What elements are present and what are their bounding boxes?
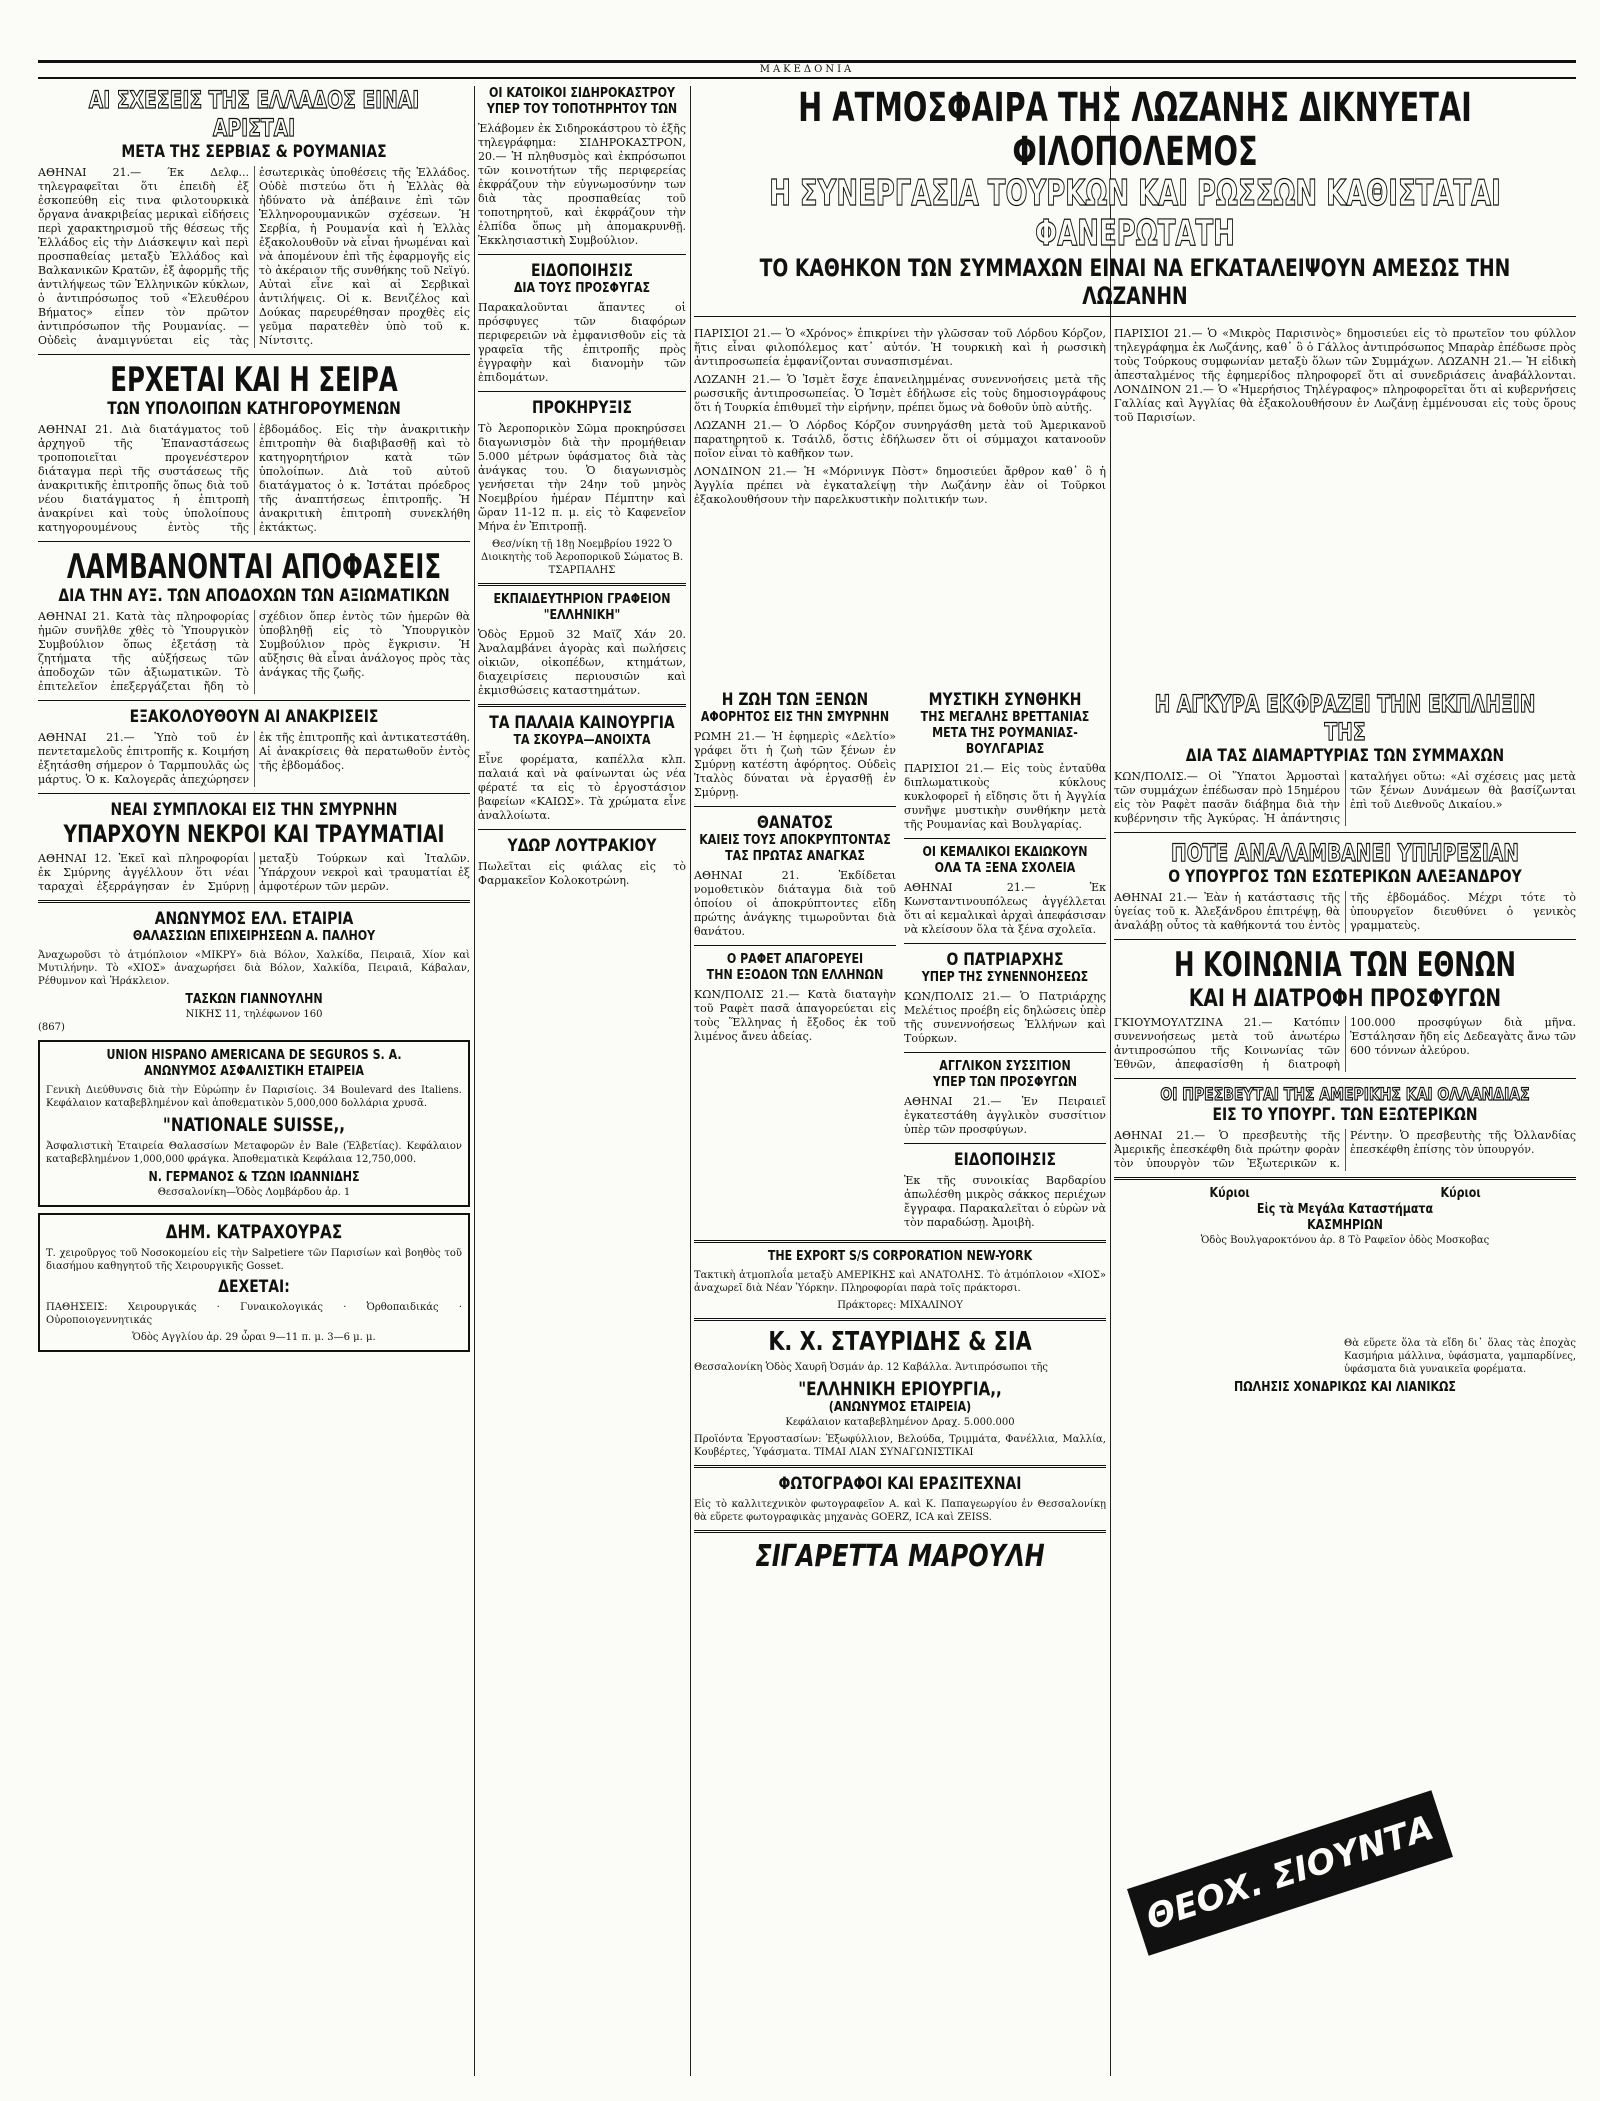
- headline: ΟΙ ΚΕΜΑΛΙΚΟΙ ΕΚΔΙΩΚΟΥΝ: [922, 845, 1088, 860]
- headline: ΟΙ ΠΡΕΣΒΕΥΤΑΙ ΤΗΣ ΑΜΕΡΙΚΗΣ ΚΑΙ ΟΛΛΑΝΔΙΑΣ: [1160, 1085, 1530, 1105]
- subheadline: ΥΠΕΡ ΤΗΣ ΣΥΝΕΝΝΟΗΣΕΩΣ: [921, 970, 1089, 985]
- column-3-lower: [694, 690, 1106, 1574]
- subheadline: ΤΑ ΣΚΟΥΡΑ—ΑΝΟΙΧΤΑ: [513, 733, 651, 748]
- ad-footer: ΠΩΛΗΣΙΣ ΧΟΝΔΡΙΚΩΣ ΚΑΙ ΛΙΑΝΙΚΩΣ: [1234, 1380, 1456, 1395]
- headline: Η ΖΩΗ ΤΩΝ ΞΕΝΩΝ: [721, 690, 869, 710]
- ad-subtitle: ΑΝΩΝΥΜΟΣ ΑΣΦΑΛΙΣΤΙΚΗ ΕΤΑΙΡΕΙΑ: [144, 1064, 364, 1079]
- subheadline: ΚΑΙ Η ΔΙΑΤΡΟΦΗ ΠΡΟΣΦΥΓΩΝ: [1188, 984, 1502, 1012]
- ad-text: Τ. χειροῦργος τοῦ Νοσοκομείου εἰς τὴν Salpetiere τῶν Παρισίων καὶ βοηθὸς τοῦ διασήμου καθηγητοῦ τῆς Χειρουργικῆς Gosset.: [46, 1248, 462, 1272]
- article-body: Παρακαλοῦνται ἅπαντες οἱ πρόσφυγες τῶν διαφόρων περιφερειῶν νὰ ἐμφανισθοῦν εἰς τὰ γραφεῖα τῆς ἐπιτροπῆς πρὸς ἐγγραφὴν καὶ διανομὴν τῶν ἐπιδομάτων.: [478, 301, 686, 384]
- headline: ΕΡΧΕΤΑΙ ΚΑΙ Η ΣΕΙΡΑ: [110, 360, 398, 400]
- ad-title: Εἰς τὰ Μεγάλα Καταστήματα: [1256, 1202, 1434, 1217]
- headline: Ο ΡΑΦΕΤ ΑΠΑΓΟΡΕΥΕΙ: [726, 952, 864, 967]
- subheadline: ΔΙΑ ΤΗΝ ΑΥΞ. ΤΩΝ ΑΠΟΔΟΧΩΝ ΤΩΝ ΑΞΙΩΜΑΤΙΚΩΝ: [58, 586, 450, 606]
- subheadline: ΤΩΝ ΥΠΟΛΟΙΠΩΝ ΚΑΤΗΓΟΡΟΥΜΕΝΩΝ: [107, 399, 401, 419]
- article-body: ΑΘΗΝΑΙ 21.— Ὁ πρεσβευτὴς τῆς Ἀμερικῆς ἐπεσκέφθη διὰ πρώτην φορὰν τὸν ὑπουργὸν τῶν Ἐξωτερικῶν κ. Ρέντην. Ὁ πρεσβευτὴς τῆς Ὀλλανδίας ἐπεσκέφθη ἐπίσης τὸν ὑπουργόν.: [1114, 1129, 1576, 1170]
- headline: ΑΙ ΣΧΕΣΕΙΣ ΤΗΣ ΕΛΛΑΔΟΣ ΕΙΝΑΙ ΑΡΙΣΤΑΙ: [88, 86, 420, 142]
- headline: ΤΑ ΠΑΛΑΙΑ ΚΑΙΝΟΥΡΓΙΑ: [489, 713, 675, 733]
- ad-text: Εἰς τὸ καλλιτεχνικὸν φωτογραφεῖον Α. καὶ Κ. Παπαγεωργίου ἐν Θεσσαλονίκῃ θὰ εὕρετε φωτογραφικὰς μηχανὰς GOERZ, ICA καὶ ZEISS.: [694, 1499, 1106, 1523]
- headline: ΟΙ ΚΑΤΟΙΚΟΙ ΣΙΔΗΡΟΚΑΣΤΡΟΥ ΥΠΕΡ ΤΟΥ ΤΟΠΟΤΗΡΗΤΟΥ ΤΩΝ: [486, 86, 678, 117]
- ad-stamp-banner: ΘΕΟΧ. ΣΙΟΥΝΤΑ ΥΙΩΝ: [1127, 1790, 1453, 1955]
- subheadline: ΔΙΑ ΤΑΣ ΔΙΑΜΑΡΤΥΡΙΑΣ ΤΩΝ ΣΥΜΜΑΧΩΝ: [1185, 746, 1505, 766]
- article-body: ΑΘΗΝΑΙ 21.— Ἐὰν ἡ κατάστασις τῆς ὑγείας τοῦ κ. Ἀλεξάνδρου ἐπιτρέψῃ, θὰ ἀναλάβῃ οὗτος τὰ καθήκοντά του ἐντὸς τῆς ἑβδομάδος. Μέχρι τότε τὸ ὑπουργεῖον διευθύνει ὁ γενικὸς γραμματεὺς.: [1114, 891, 1576, 932]
- subheadline: ΑΦΟΡΗΤΟΣ ΕΙΣ ΤΗΝ ΣΜΥΡΝΗΝ: [700, 710, 890, 725]
- headline: Η ΚΟΙΝΩΝΙΑ ΤΩΝ ΕΘΝΩΝ: [1173, 945, 1517, 985]
- ad-text: Ἀσφαλιστικὴ Ἑταιρεία Θαλασσίων Μεταφορῶν ἐν Bale (Ἑλβετίας). Κεφάλαιον καταβεβλημένον 1,000,000 φράγκα. Ἀποθεματικὰ Κεφάλαια 12,750,000.: [46, 1141, 462, 1165]
- ad-cashmere: [1114, 1186, 1576, 1486]
- ad-title: ΣΙΓΑΡΕΤΤΑ ΜΑΡΟΥΛΗ: [755, 1539, 1045, 1574]
- article-body: Ἐκ τῆς συνοικίας Βαρδαρίου ἀπωλέσθη μικρὸς σάκκος περιέχων ἔγγραφα. Παρακαλεῖται ὁ εὑρὼν νὰ τὸν παραδώσῃ. Ἀμοιβὴ.: [904, 1174, 1106, 1229]
- ad-store-name: ΚΑΣΜΗΡΙΩΝ: [1307, 1218, 1383, 1233]
- ad-title: UNION HISPANO AMERICANA DE SEGUROS S. A.: [106, 1048, 402, 1063]
- ad-address: Ὁδὸς Βουλγαροκτόνου ἀρ. 8 Τὸ Ραφεῖον ὁδὸς Μοσκοβας: [1200, 1235, 1490, 1246]
- article-body: ΑΘΗΝΑΙ 12. Ἐκεῖ καὶ πληροφορίαι ἐκ Σμύρνης ἀγγέλλουν ὅτι νέαι ταραχαὶ ἐξερράγησαν ἐν Σμύρνῃ μεταξὺ Τούρκων καὶ Ἰταλῶν. Ὑπάρχουν νεκροὶ καὶ τραυματίαι ἐξ ἀμφοτέρων τῶν μερῶν.: [38, 852, 470, 893]
- article-body: Τὸ Ἀεροπορικὸν Σῶμα προκηρύσσει διαγωνισμὸν διὰ τὴν προμήθειαν 5.000 μέτρων ὑφάσματος διὰ τὰς ἀνάγκας του. Ὁ διαγωνισμὸς γενήσεται τὴν 24ην τοῦ μηνὸς Νοεμβρίου ἡμέραν Πέμπτην καὶ ὥραν 11-12 π. μ. εἰς τὸ Καφενεῖον Μήνα ἐν Ἐπιτροπῇ.: [478, 422, 686, 533]
- subheadline: ΥΠΕΡ ΤΩΝ ΠΡΟΣΦΥΓΩΝ: [932, 1075, 1078, 1090]
- subheadline: ΟΛΑ ΤΑ ΞΕΝΑ ΣΧΟΛΕΙΑ: [934, 861, 1076, 876]
- ad-text: Γενικὴ Διεύθυνσις διὰ τὴν Εὐρώπην ἐν Παρισίοις. 34 Boulevard des Italiens. Κεφάλαιον καταβεβλημένον καὶ ἀποθεματικὸν 5,000,000 δολλάρια χρυσᾶ.: [46, 1085, 462, 1109]
- article-body: ΛΩΖΑΝΗ 21.— Ὁ Λόρδος Κόρζον συνηργάσθη μετὰ τοῦ Ἀμερικανοῦ παρατηρητοῦ κ. Τσάιλδ, ὅστις ἐδήλωσεν ὅτι οἱ σύμμαχοι κατανοοῦν ποῖον εἶναι τὸ καθῆκον των.: [694, 419, 1106, 460]
- article-body: ΛΟΝΔΙΝΟΝ 21.— Ἡ «Μόρνινγκ Πὸστ» δημοσιεύει ἄρθρον καθ᾽ ὃ ἡ Ἀγγλία πρέπει νὰ ἐγκαταλείψῃ τὴν Λωζάνην ἐὰν οἱ Τοῦρκοι ἐξακολουθήσουν τὴν παρελκυστικὴν πολιτικήν των.: [694, 465, 1106, 506]
- ad-address: Ὁδὸς Αγγλίου ἀρ. 29 ὧραι 9—11 π. μ. 3—6 μ. μ.: [132, 1332, 376, 1343]
- headline: ΜΥΣΤΙΚΗ ΣΥΝΘΗΚΗ: [928, 690, 1082, 710]
- ad-text: Προϊόντα Ἐργοστασίων: Ἐξωφύλλιον, Βελούδα, Τριμμάτα, Φανέλλια, Μαλλία, Κουβέρτες, Ὑφάσματα. ΤΙΜΑΙ ΛΙΑΝ ΣΥΝΑΓΩΝΙΣΤΙΚΑΙ: [694, 1434, 1106, 1458]
- subheadline: Ο ΥΠΟΥΡΓΟΣ ΤΩΝ ΕΣΩΤΕΡΙΚΩΝ ΑΛΕΞΑΝΔΡΟΥ: [1168, 867, 1522, 887]
- ad-number: (867): [38, 1022, 65, 1033]
- ad-text: Ἀναχωροῦσι τὸ ἀτμόπλοιον «ΜΙΚΡΥ» διὰ Βόλον, Χαλκίδα, Πειραιᾶ, Χίον καὶ Μυτιλήνην. Τὸ «ΧΙΟΣ» ἀναχωρήσει διὰ Βόλον, Χαλκίδα, Πειραιᾶ, Κάβαλαν, Ρέθυμνον καὶ Ἡράκλειον.: [38, 950, 470, 987]
- article-body: ΑΘΗΝΑΙ 21.— Ὑπὸ τοῦ ἐν πεντεταμελοῦς ἐπιτροπῆς κ. Κοιμήση ἐξητάσθη σήμερον ὁ Ταρμπουλᾶς ὡς μάρτυς. Ὁ κ. Καλογερᾶς ἀπεχώρησεν ἐκ τῆς ἐπιτροπῆς καὶ ἀντικατεστάθη. Αἱ ἀνακρίσεις θὰ περατωθοῦν ἐντὸς τῆς ἑβδομάδος.: [38, 731, 470, 786]
- ad-text: Θεσσαλονίκη Ὁδὸς Χαυρῆ Ὀσμάν ἀρ. 12 Καβάλλα. Ἀντιπρόσωποι τῆς: [694, 1362, 1048, 1373]
- article-body: ΠΑΡΙΣΙΟΙ 21.— Ὁ «Μικρὸς Παρισινὸς» δημοσιεύει εἰς τὸ πρωτεῖον του φύλλον τηλεγράφημα ἐκ Λωζάνης, καθ᾽ ὃ ὁ Γάλλος ἀντιπρόσωπος Μπαρὰρ ἐπέδωσε πρὸς τοὺς Τούρκους συμφωνίαν μεταξὺ ὅλων τῶν Συμμάχων. ΛΩΖΑΝΗ 21.— Ἡ εἰδικὴ ἀπεσταλμένος τῆς ἐφημερίδος πληροφορεῖ ὅτι αἱ συνεδριάσεις ἀναβάλλονται. ΛΟΝΔΙΝΟΝ 21.— Ὁ «Ἡμερήσιος Τηλέγραφος» πληροφορεῖται ὅτι αἱ κυβερνήσεις Γαλλίας καὶ Ἀγγλίας θὰ ἐξακολουθήσουν ἐν Λωζάνῃ ἐμμένουσαι εἰς τοὺς ὅρους τοῦ Παρισίων.: [1114, 327, 1576, 424]
- signature: Θεσ/νίκη τῇ 18ῃ Νοεμβρίου 1922 Ὁ Διοικητὴς τοῦ Ἀεροπορικοῦ Σώματος Β. ΤΣΑΡΠΑΛΗΣ: [481, 539, 683, 576]
- article-body: ΛΩΖΑΝΗ 21.— Ὁ Ἰσμὲτ ἔσχε ἐπανειλημμένας συνεννοήσεις μετὰ τῆς ρωσσικῆς ἀντιπροσωπείας. Ὁ Ἰσμὲτ ἐδήλωσε εἰς τοὺς δημοσιογράφους ὅτι ἡ Τουρκία ἐπιθυμεῖ τὴν εἰρήνην, πρέπει ὅμως νὰ δοθοῦν ὑπὸ αὐτῆς.: [694, 373, 1106, 414]
- subheadline: ΥΠΑΡΧΟΥΝ ΝΕΚΡΟΙ ΚΑΙ ΤΡΑΥΜΑΤΙΑΙ: [63, 820, 445, 848]
- article-body: ΑΘΗΝΑΙ 21. Ἐκδίδεται νομοθετικὸν διάταγμα διὰ τοῦ ὁποίου οἱ ἀποκρύπτοντες εἴδη πρώτης ἀνάγκης τιμωροῦνται διὰ θανάτου.: [694, 869, 896, 938]
- article-body: ΑΘΗΝΑΙ 21. Κατὰ τὰς πληροφορίας ἡμῶν συνῆλθε χθὲς τὸ Ὑπουργικὸν Συμβούλιον ὅπως ἐξετάσῃ τὰ ζητήματα τῆς αὐξήσεως τῶν ἀποδοχῶν τῶν ἀξιωματικῶν. Τὸ ἐπιτελεῖον ἐπεξεργάζεται ἤδη τὸ σχέδιον ὅπερ ἐντὸς τῶν ἡμερῶν θὰ ὑποβληθῇ εἰς τὸ Ὑπουργικὸν Συμβούλιον πρὸς ἔγκρισιν. Ἡ αὔξησις θὰ εἶναι ἀνάλογος πρὸς τὰς ἀνάγκας τῆς ζωῆς.: [38, 610, 470, 693]
- headline: ΠΡΟΚΗΡΥΞΙΣ: [531, 398, 633, 418]
- headline: ΛΑΜΒΑΝΟΝΤΑΙ ΑΠΟΦΑΣΕΙΣ: [66, 547, 442, 587]
- ad-agent: Πράκτορες: ΜΙΧΑΛΙΝΟΥ: [837, 1300, 963, 1311]
- ad-salutation: Κύριοι: [1440, 1186, 1481, 1201]
- subheadline: ΤΗΣ ΜΕΓΑΛΗΣ ΒΡΕΤΤΑΝΙΑΣ ΜΕΤΑ ΤΗΣ ΡΟΥΜΑΝΙΑΣ-ΒΟΥΛΓΑΡΙΑΣ: [920, 710, 1090, 757]
- ad-title: ΥΔΩΡ ΛΟΥΤΡΑΚΙΟΥ: [507, 836, 657, 856]
- headline: Η ΑΓΚΥΡΑ ΕΚΦΡΑΖΕΙ ΤΗΝ ΕΚΠΛΗΞΙΝ ΤΗΣ: [1154, 690, 1536, 746]
- headline: ΝΕΑΙ ΣΥΜΠΛΟΚΑΙ ΕΙΣ ΤΗΝ ΣΜΥΡΝΗΝ: [110, 800, 398, 820]
- ad-agents: Ν. ΓΕΡΜΑΝΟΣ & ΤΖΩΝ ΙΩΑΝΝΙΔΗΣ: [148, 1170, 360, 1185]
- article-body: Ἐλάβομεν ἐκ Σιδηροκάστρου τὸ ἑξῆς τηλεγράφημα: ΣΙΔΗΡΟΚΑΣΤΡΟΝ, 20.— Ἡ πληθυσμὸς καὶ ἐκπρόσωποι τῶν κοινοτήτων τῆς περιφερείας ἐκφράζουν τὴν εὐγνωμοσύνην των διὰ τὰς προσπαθείας τοῦ τοποτηρητοῦ, καὶ ἐκφράζουν τὴν ἐλπίδα ὅπως μὴ ἀπομακρυνθῇ. Ἐκκλησιαστικὴ Συμβούλιον.: [478, 122, 686, 247]
- ad-address: Θεσσαλονίκη—Ὁδὸς Λομβάρδου ἀρ. 1: [157, 1187, 351, 1198]
- masthead: ΜΑΚΕΔΟΝΙΑ: [38, 60, 1576, 79]
- ad-shipping: [38, 909, 470, 1034]
- column-3: [694, 86, 1576, 511]
- headline: ΑΓΓΛΙΚΟΝ ΣΥΣΣΙΤΙΟΝ: [939, 1059, 1071, 1074]
- ad-address: ΝΙΚΗΣ 11, τηλέφωνον 160: [185, 1009, 323, 1020]
- lead-subheadline: Η ΣΥΝΕΡΓΑΣΙΑ ΤΟΥΡΚΩΝ ΚΑΙ ΡΩΣΣΩΝ ΚΑΘΙΣΤΑΤΑΙ ΦΑΝΕΡΩΤΑΤΗ: [769, 173, 1501, 254]
- ad-text: Πωλεῖται εἰς φιάλας εἰς τὸ Φαρμακεῖον Κολοκοτρώνη.: [478, 860, 686, 887]
- article-body: ΚΩΝ/ΠΟΛΙΣ.— Οἱ Ὕπατοι Ἁρμοσταὶ τῶν συμμάχων ἐπέδωσαν πρὸ 15ημέρου εἰς τὸν Ραφὲτ πασᾶν διάβημα διὰ τὴν κυβέρνησιν τῆς Ἀγκύρας. Ἡ ἀπάντησις καταλήγει οὕτω: «Αἱ σχέσεις μας μετὰ τῶν ξένων Δυνάμεων θὰ βασίζωνται ἐπὶ τοῦ Διεθνοῦς Δικαίου.»: [1114, 770, 1576, 825]
- ad-doctor: [38, 1213, 470, 1352]
- subheadline: ΜΕΤΑ ΤΗΣ ΣΕΡΒΙΑΣ & ΡΟΥΜΑΝΙΑΣ: [121, 142, 387, 162]
- headline: ΕΙΔΟΠΟΙΗΣΙΣ: [531, 261, 633, 281]
- ad-subtitle: ΘΑΛΑΣΣΙΩΝ ΕΠΙΧΕΙΡΗΣΕΩΝ Α. ΠΑΛΗΟΥ: [132, 929, 376, 944]
- article-body: ΑΘΗΝΑΙ 21.— Ἐν Πειραιεῖ ἐγκατεστάθη ἀγγλικὸν συσσίτιον ὑπὲρ τῶν προσφύγων.: [904, 1095, 1106, 1136]
- article-body: ΠΑΡΙΣΙΟΙ 21.— Εἰς τοὺς ἐνταῦθα διπλωματικοὺς κύκλους κυκλοφορεῖ ἡ εἴδησις ὅτι ἡ Ἀγγλία συνῆψε μυστικὴν συνθήκην μετὰ τῆς Ρουμανίας καὶ Βουλγαρίας.: [904, 762, 1106, 831]
- headline: ΕΙΔΟΠΟΙΗΣΙΣ: [954, 1150, 1056, 1170]
- article-body: ΑΘΗΝΑΙ 21.— Έκ Δελφ... τηλεγραφεῖται ὅτι ἐπειδὴ ἐξ ἐσκοπεύθη εἰς τινα φιλοτουρκικὰ ὄργανα ἀνακριβείας μερικαὶ εἰδήσεις περὶ χαρακτηρισμοῦ τῆς θέσεως τῆς Ἑλλάδος εἰς τὴν Διάσκεψιν καὶ περὶ προσπαθείας μεταξὺ Ἑλλάδος καὶ Βαλκανικῶν Κρατῶν, ἐξ ἀφορμῆς τῆς ἀντιλήψεως τῶν Ἑλληνικῶν κύκλων, ὁ ἀντιπρόσωπος τοῦ «Ἐλευθέρου Βήματος» εἶπεν τὸν πρῶτον ἀντιπρόσωπον τῆς Ρουμανίας. — Οὐδεὶς ἀναμιγνύεται εἰς τὰς ἐσωτερικὰς ὑποθέσεις τῆς Ἑλλάδος. Οὐδὲ πιστεύω ὅτι ἡ Ἑλλὰς θὰ ἠδύνατο νὰ ἀπέβαινε ἐπὶ τῶν Ἑλληνορουμανικῶν σχέσεων. Ἡ Σερβία, ἡ Ρουμανία καὶ ἡ Ἑλλὰς ἐξακολουθοῦν νὰ εἶναι ἠνωμέναι καὶ νὰ ἀπομένουν ἐπὶ τῆς ἐφαρμογῆς εἰς τὸ ἀκέραιον τῆς συνθήκης τοῦ Νεϊγύ. Αὐταὶ εἶνε καὶ αἱ Σερβικαὶ ἀντιλήψεις. Οἱ κ. Βενιζέλος καὶ Δούκας παρευρέθησαν προχθὲς εἰς γεῦμα παρατεθὲν ὑπὸ τοῦ κ. Νίντσιτς.: [38, 166, 470, 347]
- headline: ΠΟΤΕ ΑΝΑΛΑΜΒΑΝΕΙ ΥΠΗΡΕΣΙΑΝ: [1171, 839, 1519, 867]
- ad-title: ΑΝΩΝΥΜΟΣ ΕΛΛ. ΕΤΑΙΡΙΑ: [154, 909, 354, 929]
- headline: ΘΑΝΑΤΟΣ: [757, 813, 833, 833]
- ad-text: Τακτικὴ ἀτμοπλοΐα μεταξὺ ΑΜΕΡΙΚΗΣ καὶ ΑΝΑΤΟΛΗΣ. Τὸ ἀτμόπλοιον «ΧΙΟΣ» ἀναχωρεῖ διὰ Νέαν Ὑόρκην. Πληροφορίαι παρὰ τοῖς πράκτορσι.: [694, 1270, 1106, 1294]
- lead-headline: Η ΑΤΜΟΣΦΑΙΡΑ ΤΗΣ ΛΩΖΑΝΗΣ ΔΙΚΝΥΕΤΑΙ ΦΙΛΟΠΟΛΕΜΟΣ: [798, 86, 1472, 175]
- article-body: ΚΩΝ/ΠΟΛΙΣ 21.— Κατὰ διαταγὴν τοῦ Ραφὲτ πασᾶ ἀπαγορεύεται εἰς τοὺς Ἕλληνας ἡ ἔξοδος ἐκ τοῦ λιμένος ἄνευ ἀδείας.: [694, 988, 896, 1043]
- subheadline: ΚΑΙΕΙΣ ΤΟΥΣ ΑΠΟΚΡΥΠΤΟΝΤΑΣ ΤΑΣ ΠΡΩΤΑΣ ΑΝΑΓΚΑΣ: [699, 833, 891, 864]
- ad-agent: ΤΑΣΚΩΝ ΓΙΑΝΝΟΥΛΗΝ: [185, 992, 323, 1007]
- ad-capital: Κεφάλαιον καταβεβλημένον Δραχ. 5.000.000: [785, 1417, 1015, 1428]
- subheadline: ΔΙΑ ΤΟΥΣ ΠΡΟΣΦΥΓΑΣ: [513, 281, 651, 296]
- article-body: ΓΚΙΟΥΜΟΥΛΤΖΙΝΑ 21.— Κατόπιν συνεννοήσεως μετὰ τοῦ ἀνωτέρω ἀντιπροσώπου τῆς Κοινωνίας τῶν Ἐθνῶν, ἀπεφασίσθη ἡ διατροφὴ 100.000 προσφύγων διὰ μῆνα. Ἐστάλησαν ἤδη εἰς Δεδεαγὰτς ἄνω τῶν 600 τόννων ἀλεύρου.: [1114, 1016, 1576, 1071]
- headline: ΕΞΑΚΟΛΟΥΘΟΥΝ ΑΙ ΑΝΑΚΡΙΣΕΙΣ: [129, 707, 379, 727]
- article-body: ΚΩΝ/ΠΟΛΙΣ 21.— Ὁ Πατριάρχης Μελέτιος προέβη εἰς δηλώσεις ὑπὲρ τῆς συνεννοήσεως Ἑλλήνων καὶ Τούρκων.: [904, 990, 1106, 1045]
- ad-company-name: "NATIONALE SUISSE,,: [162, 1114, 346, 1136]
- ad-hours-title: ΔΕΧΕΤΑΙ:: [218, 1277, 290, 1297]
- ad-company-name: "ΕΛΛΗΝΙΚΗ ΕΡΙΟΥΡΓΙΑ,,: [798, 1378, 1002, 1400]
- article-body: Εἶνε φορέματα, καπέλλα κλπ. παλαιά καὶ νὰ φαίνωνται ὡς νέα φέρατέ τα εἰς τὸ ἐργοστάσιον βαφείων «ΚΑΙΩΣ». Τὰ χρώματα εἶνε ἀναλλοίωτα.: [478, 753, 686, 822]
- ad-insurance: [38, 1040, 470, 1207]
- ad-salutation: Κύριοι: [1209, 1186, 1250, 1201]
- ad-title: THE EXPORT S/S CORPORATION NEW-YORK: [767, 1249, 1033, 1264]
- ad-text: Θὰ εὕρετε ὅλα τὰ εἴδη δι᾽ ὅλας τὰς ἐποχὰς Κασμήρια μάλλινα, ὑφάσματα, γαμπαρδίνες, ὑφάσματα διὰ γυναικεῖα φορέματα.: [1344, 1338, 1576, 1375]
- article-body: ΡΩΜΗ 21.— Ἡ ἐφημερὶς «Δελτίο» γράφει ὅτι ἡ ζωὴ τῶν ξένων ἐν Σμύρνῃ κατέστη ἀφόρητος. Οὐδεὶς Ἰταλὸς δύναται νὰ ἐργασθῇ ἐν Σμύρνῃ.: [694, 730, 896, 799]
- ad-title: ΔΗΜ. ΚΑΤΡΑΧΟΥΡΑΣ: [165, 1221, 343, 1243]
- headline: Ο ΠΑΤΡΙΑΡΧΗΣ: [946, 950, 1064, 970]
- article-body: ΠΑΡΙΣΙΟΙ 21.— Ὁ «Χρόνος» ἐπικρίνει τὴν γλῶσσαν τοῦ Λόρδου Κόρζον, ἥτις εἶναι φιλοπόλεμος κατ᾽ αὐτόν. Ἡ τουρκικὴ καὶ ἡ ρωσσικὴ ἀντιπροσωπεία ἐμφανίζονται συνασπισμέναι.: [694, 327, 1106, 368]
- column-4: [1114, 690, 1576, 1486]
- ad-title: ΕΚΠΑΙΔΕΥΤΗΡΙΟΝ ΓΡΑΦΕΙΟΝ "ΕΛΛΗΝΙΚΗ": [493, 592, 671, 623]
- ad-title: ΦΩΤΟΓΡΑΦΟΙ ΚΑΙ ΕΡΑΣΙΤΕΧΝΑΙ: [778, 1474, 1022, 1494]
- ad-text: Ὁδὸς Ερμοῦ 32 Μαϊζ Χάν 20. Ἀναλαμβάνει ἀγορὰς καὶ πωλήσεις οἰκιῶν, οἰκοπέδων, κτημάτων, διαχειρίσεις περιουσιῶν καὶ ἐκμισθώσεις καταστημάτων.: [478, 628, 686, 697]
- column-1: [38, 86, 470, 1358]
- ad-subtitle: (ΑΝΩΝΥΜΟΣ ΕΤΑΙΡΕΙΑ): [828, 1400, 972, 1415]
- subheadline: ΕΙΣ ΤΟ ΥΠΟΥΡΓ. ΤΩΝ ΕΞΩΤΕΡΙΚΩΝ: [1212, 1105, 1478, 1125]
- lead-deck: ΤΟ ΚΑΘΗΚΟΝ ΤΩΝ ΣΥΜΜΑΧΩΝ ΕΙΝΑΙ ΝΑ ΕΓΚΑΤΑΛΕΙΨΟΥΝ ΑΜΕΣΩΣ ΤΗΝ ΛΩΖΑΝΗΝ: [759, 254, 1511, 310]
- ad-title: Κ. Χ. ΣΤΑΥΡΙΔΗΣ & ΣΙΑ: [768, 1327, 1032, 1357]
- ad-list: ΠΑΘΗΣΕΙΣ: Χειρουργικάς · Γυναικολογικάς · Ὀρθοπαιδικάς · Οὐροποιογεννητικάς: [46, 1302, 462, 1326]
- article-body: ΑΘΗΝΑΙ 21. Διὰ διατάγματος τοῦ ἀρχηγοῦ τῆς Ἐπαναστάσεως τροποποιεῖται προγενέστερον διάταγμα περὶ τῆς συστάσεως τῆς ἀνακριτικῆς ἐπιτροπῆς ὅπως διὰ τοῦ νέου διατάγματος ἡ ἐπιτροπὴ ἀνακρίνει καὶ τοὺς ὑπολοίπους κατηγορουμένους ἐντὸς τῆς ἑβδομάδος. Εἰς τὴν ἀνακριτικὴν ἐπιτροπὴν θὰ διαβιβασθῇ καὶ τὸ κατηγορητήριον κατὰ τῶν ὑπολοίπων. Διὰ τοῦ αὐτοῦ διατάγματος ὁ κ. Ἰστάται πρόεδρος τῆς ἀναπτήσεως ἐπιτροπῆς. Ἡ ἀνακριτικὴ ἐπιτροπὴ συνεκλήθη ἐκτάκτως.: [38, 423, 470, 534]
- column-2: [478, 86, 686, 892]
- column-rule: [690, 86, 691, 2076]
- column-rule: [474, 86, 475, 2076]
- subheadline: ΤΗΝ ΕΞΟΔΟΝ ΤΩΝ ΕΛΛΗΝΩΝ: [706, 968, 884, 983]
- article-body: ΑΘΗΝΑΙ 21.— Ἐκ Κωνσταντινουπόλεως ἀγγέλλεται ὅτι αἱ κεμαλικαὶ ἀρχαὶ ἀπεφάσισαν νὰ κλείσουν ὅλα τὰ ξένα σχολεῖα.: [904, 881, 1106, 936]
